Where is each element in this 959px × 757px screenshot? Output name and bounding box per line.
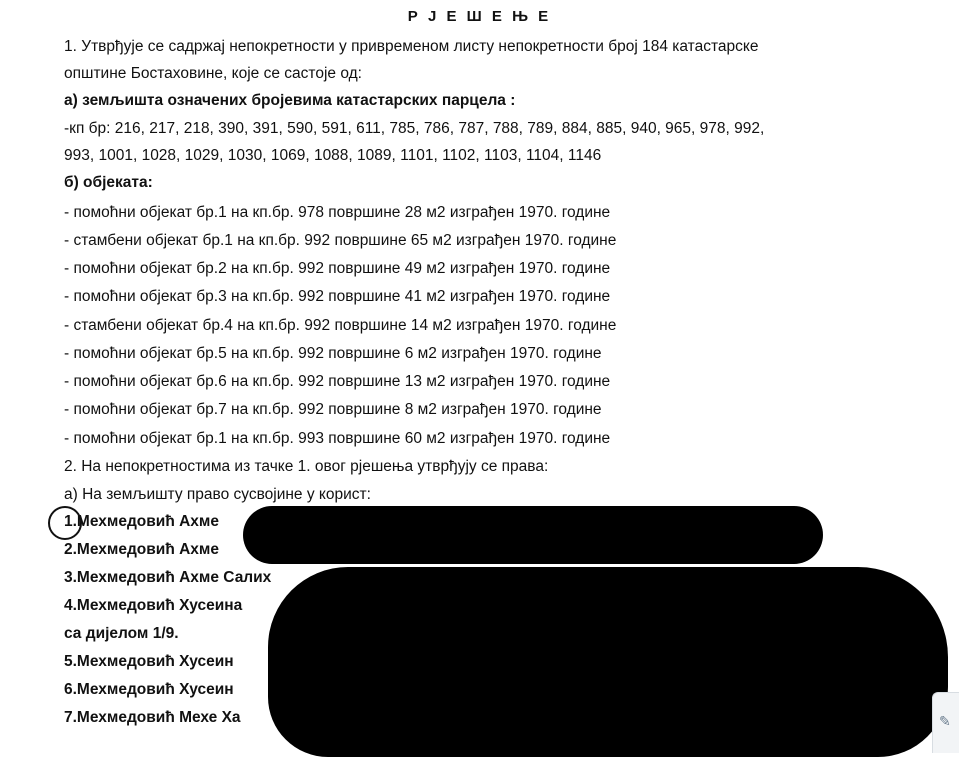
object-line: - помоћни објекат бр.7 на кп.бр. 992 површине 8 м2 изграђен 1970. године xyxy=(64,401,602,418)
object-line: - помоћни објекат бр.1 на кп.бр. 993 површине 60 м2 изграђен 1970. године xyxy=(64,430,611,447)
owner-line: 3.Мехмедовић Ахме Салих xyxy=(64,569,272,586)
parcels-line-1: -кп бр: 216, 217, 218, 390, 391, 590, 591, 611, 785, 786, 787, 788, 789, 884, 885, 940, 965, 978, 992, xyxy=(64,120,765,137)
owner-line: 6.Мехмедовић Хусеин xyxy=(64,681,234,698)
handwritten-circle-mark xyxy=(48,506,82,540)
pencil-icon: ✎ xyxy=(939,713,951,729)
object-line: - помоћни објекат бр.6 на кп.бр. 992 површине 13 м2 изграђен 1970. године xyxy=(64,373,611,390)
viewer-corner-tab[interactable] xyxy=(932,692,959,753)
paragraph-1-line-1: 1. Утврђује се садржај непокретности у привременом листу непокретности број 184 катастарске xyxy=(64,38,759,55)
redaction-bar-top xyxy=(243,506,823,564)
object-line: - помоћни објекат бр.3 на кп.бр. 992 површине 41 м2 изграђен 1970. године xyxy=(64,288,611,305)
object-line: - стамбени објекат бр.4 на кп.бр. 992 површине 14 м2 изграђен 1970. године xyxy=(64,317,617,334)
owner-line: 5.Мехмедовић Хусеин xyxy=(64,653,234,670)
owner-line: 7.Мехмедовић Мехе Ха xyxy=(64,709,241,726)
parcels-line-2: 993, 1001, 1028, 1029, 1030, 1069, 1088, 1089, 1101, 1102, 1103, 1104, 1146 xyxy=(64,147,602,164)
paragraph-2: 2. На непокретностима из тачке 1. овог рјешења утврђују се права: xyxy=(64,458,549,475)
land-heading: а) земљишта означених бројевима катастарских парцела : xyxy=(64,92,516,109)
co-ownership-heading: а) На земљишту право сусвојине у корист: xyxy=(64,486,371,503)
owner-share-line: са дијелом 1/9. xyxy=(64,625,179,642)
owner-line: 1.Мехмедовић Ахме xyxy=(64,513,219,530)
object-line: - помоћни објекат бр.1 на кп.бр. 978 површине 28 м2 изграђен 1970. године xyxy=(64,204,611,221)
paragraph-1-line-2: општине Бостаховине, које се састоје од: xyxy=(64,65,362,82)
objects-heading: б) објеката: xyxy=(64,174,153,191)
object-line: - стамбени објекат бр.1 на кп.бр. 992 површине 65 м2 изграђен 1970. године xyxy=(64,232,617,249)
document-heading: Р Ј Е Ш Е Њ Е xyxy=(407,8,552,25)
object-line: - помоћни објекат бр.2 на кп.бр. 992 површине 49 м2 изграђен 1970. године xyxy=(64,260,611,277)
object-line: - помоћни објекат бр.5 на кп.бр. 992 површине 6 м2 изграђен 1970. године xyxy=(64,345,602,362)
redaction-bar-bottom xyxy=(268,567,948,757)
owner-line: 4.Мехмедовић Хусеина xyxy=(64,597,243,614)
owner-line: 2.Мехмедовић Ахме xyxy=(64,541,219,558)
